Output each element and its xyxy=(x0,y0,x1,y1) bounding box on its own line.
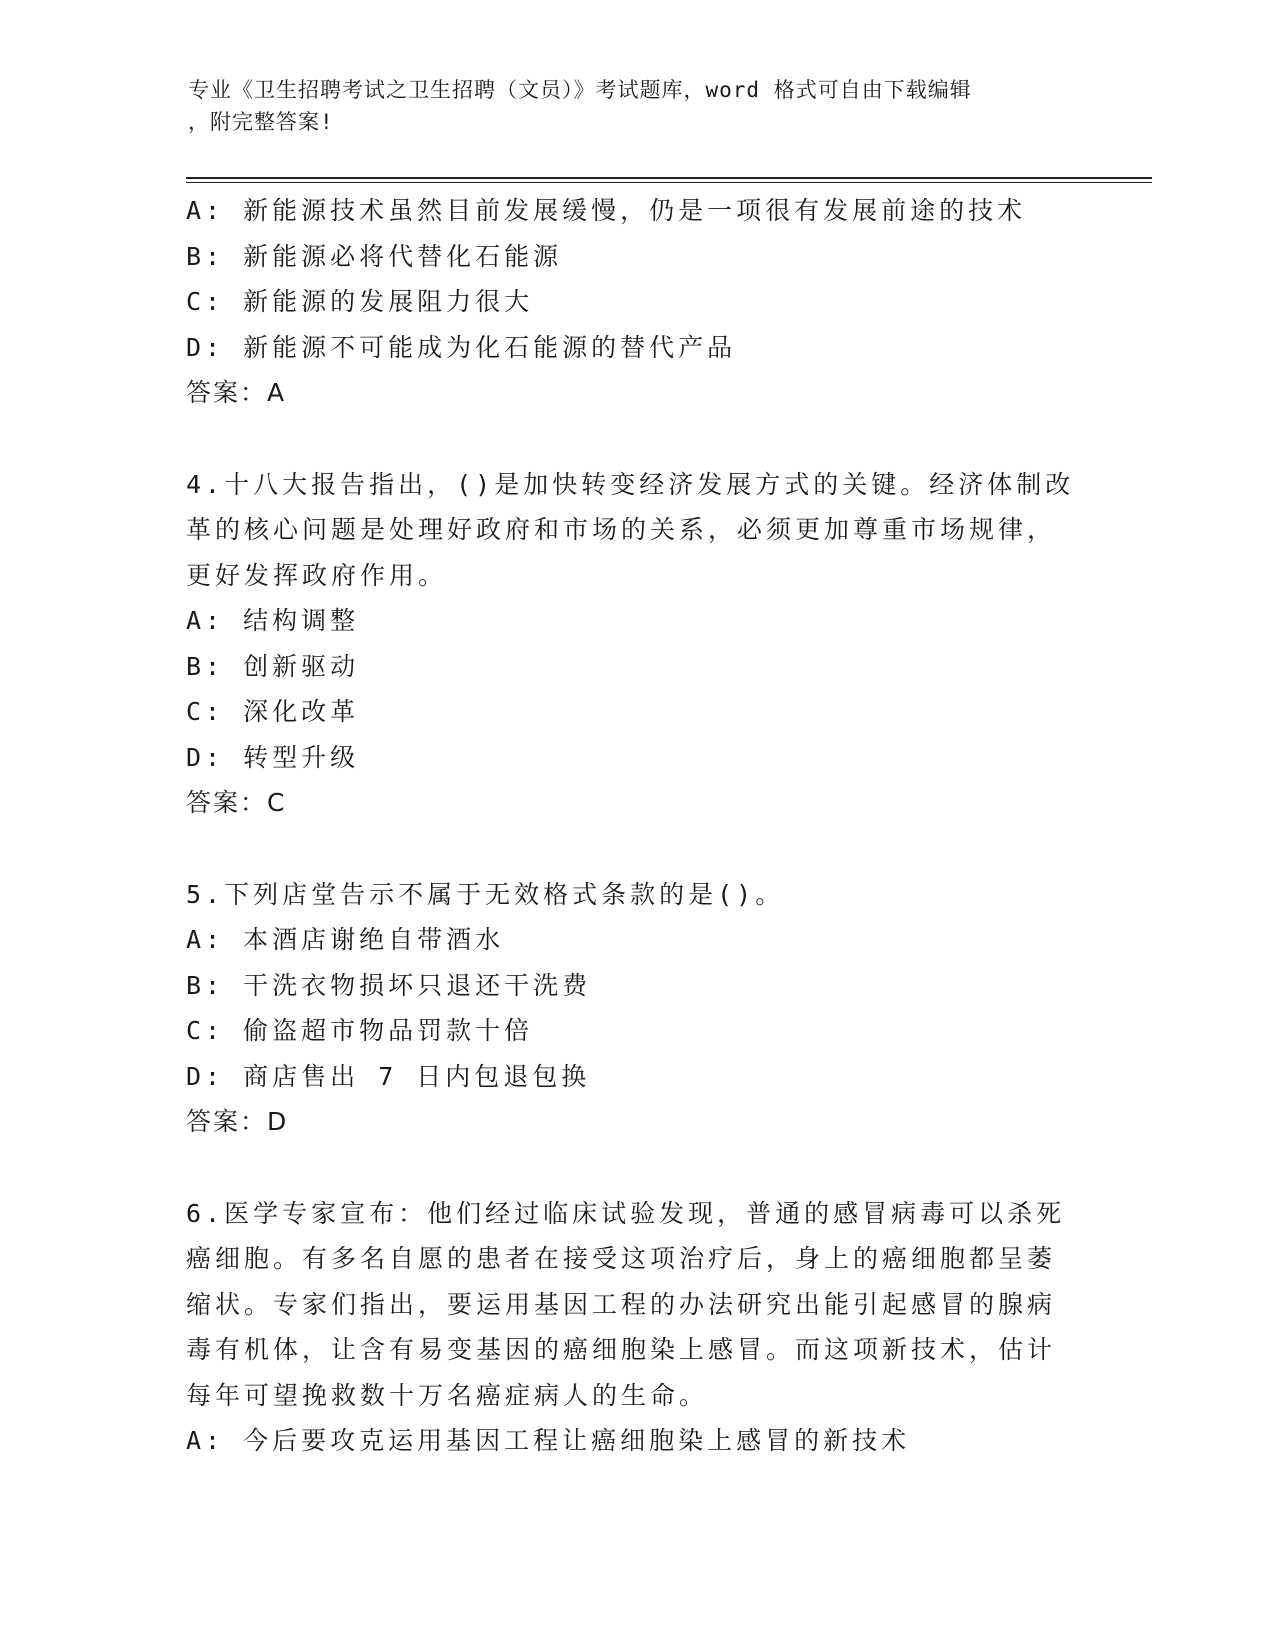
question-6 xyxy=(186,1191,1066,1464)
answer: 答案：A xyxy=(186,378,287,407)
answer: 答案：D xyxy=(186,1107,289,1136)
question-stem-line: 5.下列店堂告示不属于无效格式条款的是()。 xyxy=(186,879,785,909)
option-c: C: 偷盗超市物品罚款十倍 xyxy=(186,1016,534,1045)
header-divider-thick xyxy=(186,177,1152,179)
question-3 xyxy=(186,188,1066,416)
question-5 xyxy=(186,872,1066,1145)
option-b: B: 新能源必将代替化石能源 xyxy=(186,241,563,271)
question-stem-line: 癌细胞。有多名自愿的患者在接受这项治疗后，身上的癌细胞都呈萎 xyxy=(186,1244,1057,1273)
question-4 xyxy=(186,462,1075,826)
option-c: C: 新能源的发展阻力很大 xyxy=(186,287,534,316)
header-divider-thin xyxy=(186,182,1152,183)
question-stem-line: 每年可望挽救数十万名癌症病人的生命。 xyxy=(186,1380,709,1410)
spacer xyxy=(186,1145,1066,1191)
question-stem-line: 更好发挥政府作用。 xyxy=(186,560,448,590)
header-line-2: ，附完整答案! xyxy=(188,110,334,134)
option-a: A: 本酒店谢绝自带酒水 xyxy=(186,925,505,954)
option-a: A: 新能源技术虽然目前发展缓慢，仍是一项很有发展前途的技术 xyxy=(186,196,1027,225)
document-header xyxy=(188,74,1068,138)
option-a: A: 结构调整 xyxy=(186,606,360,635)
question-stem-line: 缩状。专家们指出，要运用基因工程的办法研究出能引起感冒的腺病 xyxy=(186,1289,1057,1319)
spacer xyxy=(186,826,1066,872)
question-stem-line: 革的核心问题是处理好政府和市场的关系，必须更加尊重市场规律， xyxy=(186,515,1057,544)
question-stem-line: 4.十八大报告指出，()是加快转变经济发展方式的关键。经济体制改 xyxy=(186,469,1075,499)
header-line-1: 专业《卫生招聘考试之卫生招聘（文员）》考试题库，word 格式可自由下载编辑 xyxy=(188,78,972,102)
option-a: A: 今后要攻克运用基因工程让癌细胞染上感冒的新技术 xyxy=(186,1426,911,1455)
option-b: B: 干洗衣物损坏只退还干洗费 xyxy=(186,970,592,1000)
option-d: D: 商店售出 7 日内包退包换 xyxy=(186,1061,591,1091)
spacer xyxy=(186,416,1066,462)
option-c: C: 深化改革 xyxy=(186,697,360,726)
option-d: D: 转型升级 xyxy=(186,742,360,772)
option-b: B: 创新驱动 xyxy=(186,651,360,681)
answer: 答案：C xyxy=(186,788,287,817)
question-stem-line: 毒有机体，让含有易变基因的癌细胞染上感冒。而这项新技术，估计 xyxy=(186,1335,1057,1364)
option-d: D: 新能源不可能成为化石能源的替代产品 xyxy=(186,332,737,362)
question-stem-line: 6.医学专家宣布：他们经过临床试验发现，普通的感冒病毒可以杀死 xyxy=(186,1198,1066,1228)
question-list xyxy=(186,188,1075,1464)
